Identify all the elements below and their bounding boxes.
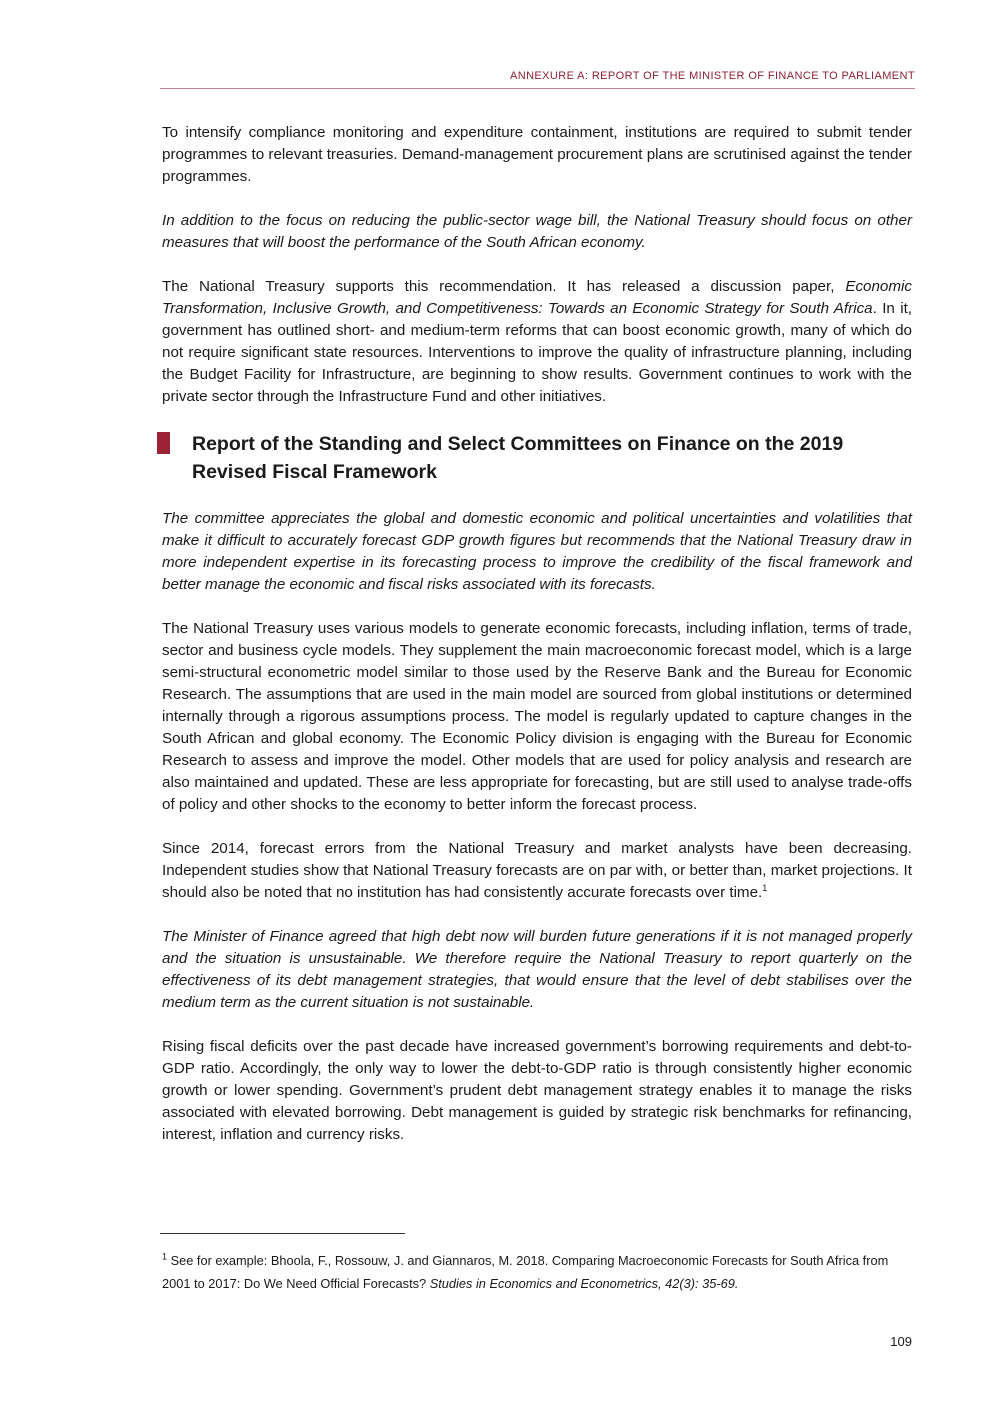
response-text-start: The National Treasury supports this recommendation. It has released a discussion paper, xyxy=(162,278,846,295)
paragraph-tender-programmes: To intensify compliance monitoring and expenditure containment, institutions are required to submit tender programmes to relevant treasuries. Demand-management procurement plans are scrutinised against the tender programmes. xyxy=(162,124,912,185)
paragraph-forecast-models: The National Treasury uses various models to generate economic forecasts, including inflation, terms of trade, sector and business cycle models. They supplement the main macroeconomic forecast model, which is a large semi-structural econometric model similar to those used by the Reserve Bank and the Bureau for Economic Research. The assumptions that are used in the main model are sourced from global institutions or determined internally through a rigorous assumptions process. The model is regularly updated to capture changes in the South African and global economy. The Economic Policy division is engaging with the Bureau for Economic Research to assess and improve the model. Other models that are used for policy analysis and research are also maintained and updated. These are less appropriate for forecasting, but are still used to analyse trade-offs of policy and other shocks to the economy to better inform the forecast process. xyxy=(162,620,912,813)
running-header: ANNEXURE A: REPORT OF THE MINISTER OF FINANCE TO PARLIAMENT xyxy=(510,70,915,82)
paragraph-debt-strategy: Rising fiscal deficits over the past decade have increased government’s borrowing requirements and debt-to-GDP ratio. Accordingly, the only way to lower the debt-to-GDP ratio is through consistently higher economic growth or lower spending. Government’s prudent debt management strategy enables it to manage the risks associated with elevated borrowing. Debt management is guided by strategic risk benchmarks for refinancing, interest, inflation and currency risks. xyxy=(162,1038,912,1143)
recommendation-debt-management: The Minister of Finance agreed that high debt now will burden future generations if it is not managed properly and the situation is unsustainable. We therefore require the National Treasury to report quarterly on the effectiveness of its debt management strategies, that would ensure that the level of debt stabilises over the medium term as the current situation is not sustainable. xyxy=(162,928,912,1011)
recommendation-economy-measures: In addition to the focus on reducing the public-sector wage bill, the National Treasury should focus on other measures that will boost the performance of the South African economy. xyxy=(162,212,912,251)
page-body xyxy=(162,122,912,1168)
footnote-reference[interactable]: 1 xyxy=(762,882,768,893)
section-heading: Report of the Standing and Select Committees on Finance on the 2019 Revised Fiscal Framework xyxy=(192,433,844,483)
response-text-end: . In it, government has outlined short- and medium-term reforms that can boost economic growth, many of which do not require significant state resources. Interventions to improve the quality of infrastructure planning, including the Budget Facility for Infrastructure, are beginning to show results. Government continues to work with the private sector through the Infrastructure Fund and other initiatives. xyxy=(162,300,913,405)
footnote xyxy=(162,1249,912,1295)
footnote-divider xyxy=(160,1233,405,1234)
page-number: 109 xyxy=(890,1334,912,1349)
discussion-paper-title: Economic Transformation, Inclusive Growth, and Competitiveness: Towards an Economic Strategy for South Africa xyxy=(162,278,912,317)
footnote-marker: 1 xyxy=(162,1251,168,1262)
forecast-errors-text: Since 2014, forecast errors from the National Treasury and market analysts have been decreasing. Independent studies show that National Treasury forecasts are on par with, or better than, market projections. It should also be noted that no institution has had consistently accurate forecasts over time. xyxy=(162,840,912,901)
paragraph-treasury-response xyxy=(162,276,912,408)
footnote-journal: Studies in Economics and Econometrics, 42(3): 35-69. xyxy=(429,1276,739,1291)
footnote-citation: See for example: Bhoola, F., Rossouw, J. and Giannaros, M. 2018. Comparing Macroeconomic Forecasts for South Africa from 2001 to 2017: Do We Need Official Forecasts? xyxy=(162,1253,889,1291)
section-marker-icon xyxy=(157,432,170,454)
section-heading-block xyxy=(162,430,912,486)
header-divider xyxy=(160,88,915,89)
paragraph-forecast-errors xyxy=(162,838,912,904)
recommendation-forecasting: The committee appreciates the global and domestic economic and political uncertainties and volatilities that make it difficult to accurately forecast GDP growth figures but recommends that the National Treasury draw in more independent expertise in its forecasting process to improve the credibility of the fiscal framework and better manage the economic and fiscal risks associated with its forecasts. xyxy=(162,510,912,593)
